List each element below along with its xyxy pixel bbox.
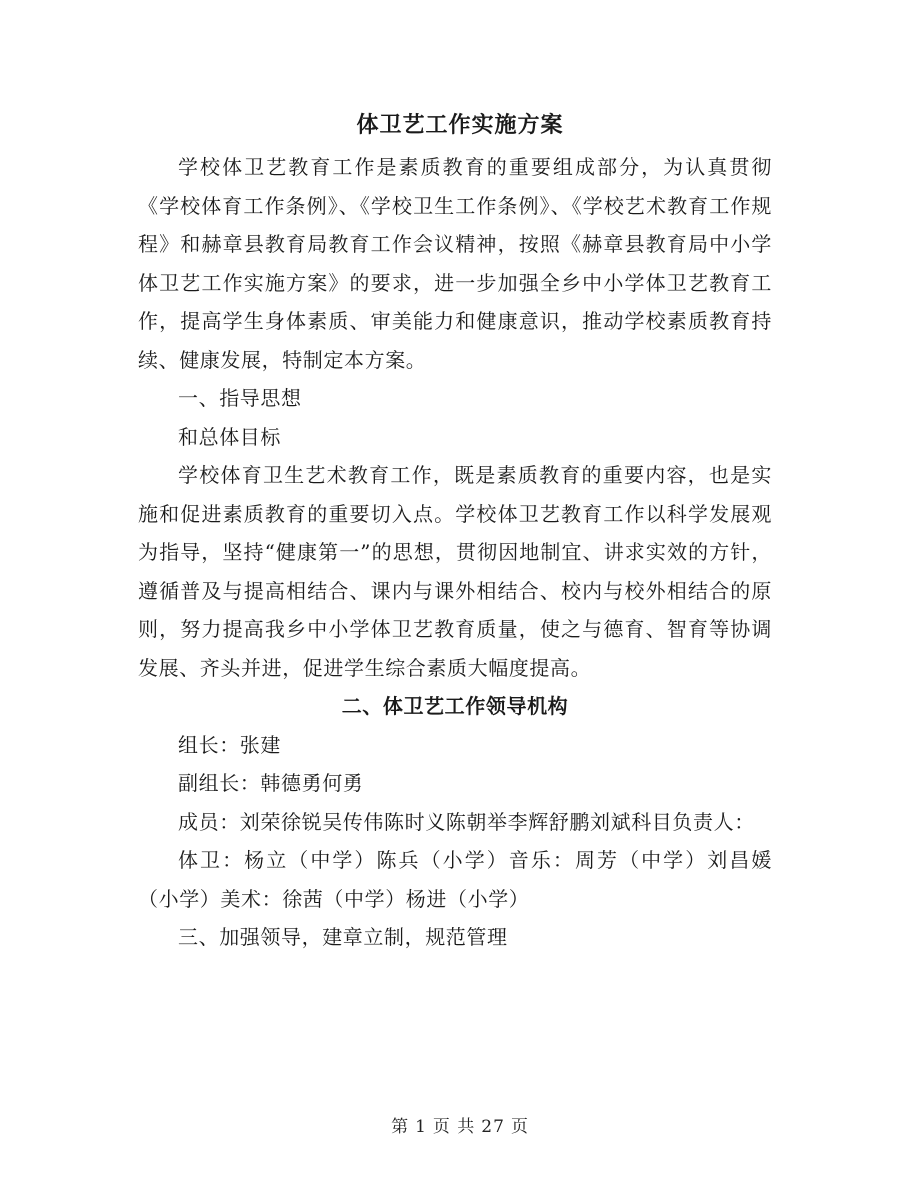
document-body xyxy=(138,148,772,957)
members-line: 成员：刘荣徐锐吴传伟陈时义陈朝举李辉舒鹏刘斌科目负责人： xyxy=(178,809,755,834)
goal-paragraph: 学校体育卫生艺术教育工作，既是素质教育的重要内容，也是实施和促进素质教育的重要切入点。学校体卫艺教育工作以科学发展观为指导，坚持“健康第一”的思想，贯彻因地制宜、讲求实效的方针，遵循普及与提高相结合、课内与课外相结合、校内与校外相结合的原则，努力提高我乡中小学体卫艺教育质量，使之与德育、智育等协调发展、齐头并进，促进学生综合素质大幅度提高。 xyxy=(138,463,772,680)
subject-leads-paragraph: 体卫：杨立（中学）陈兵（小学）音乐：周芳（中学）刘昌媛（小学）美术：徐茜（中学）杨进（小学） xyxy=(138,848,772,911)
footer-prefix: 第 xyxy=(391,1117,410,1137)
document-title: 体卫艺工作实施方案 xyxy=(356,112,564,138)
intro-paragraph: 学校体卫艺教育工作是素质教育的重要组成部分，为认真贯彻《学校体育工作条例》、《学校卫生工作条例》、《学校艺术教育工作规程》和赫章县教育局教育工作会议精神，按照《赫章县教育局中小学体卫艺工作实施方案》的要求，进一步加强全乡中小学体卫艺教育工作，提高学生身体素质、审美能力和健康意识，推动学校素质教育持续、健康发展，特制定本方案。 xyxy=(138,155,772,372)
page-number: 1 xyxy=(415,1117,427,1137)
leader-line: 组长：张建 xyxy=(178,732,281,757)
page-total: 27 xyxy=(481,1117,505,1137)
section-heading-management: 三、加强领导，建章立制，规范管理 xyxy=(178,925,508,949)
footer-mid: 页 共 xyxy=(432,1117,476,1137)
section-heading-leadership: 二、体卫艺工作领导机构 xyxy=(341,694,569,718)
section-heading-overall-goal: 和总体目标 xyxy=(178,424,281,449)
footer-suffix: 页 xyxy=(510,1117,529,1137)
page-footer xyxy=(0,1112,920,1137)
deputy-leader-line: 副组长：韩德勇何勇 xyxy=(178,771,364,795)
section-heading-guiding-thought: 一、指导思想 xyxy=(178,386,302,410)
